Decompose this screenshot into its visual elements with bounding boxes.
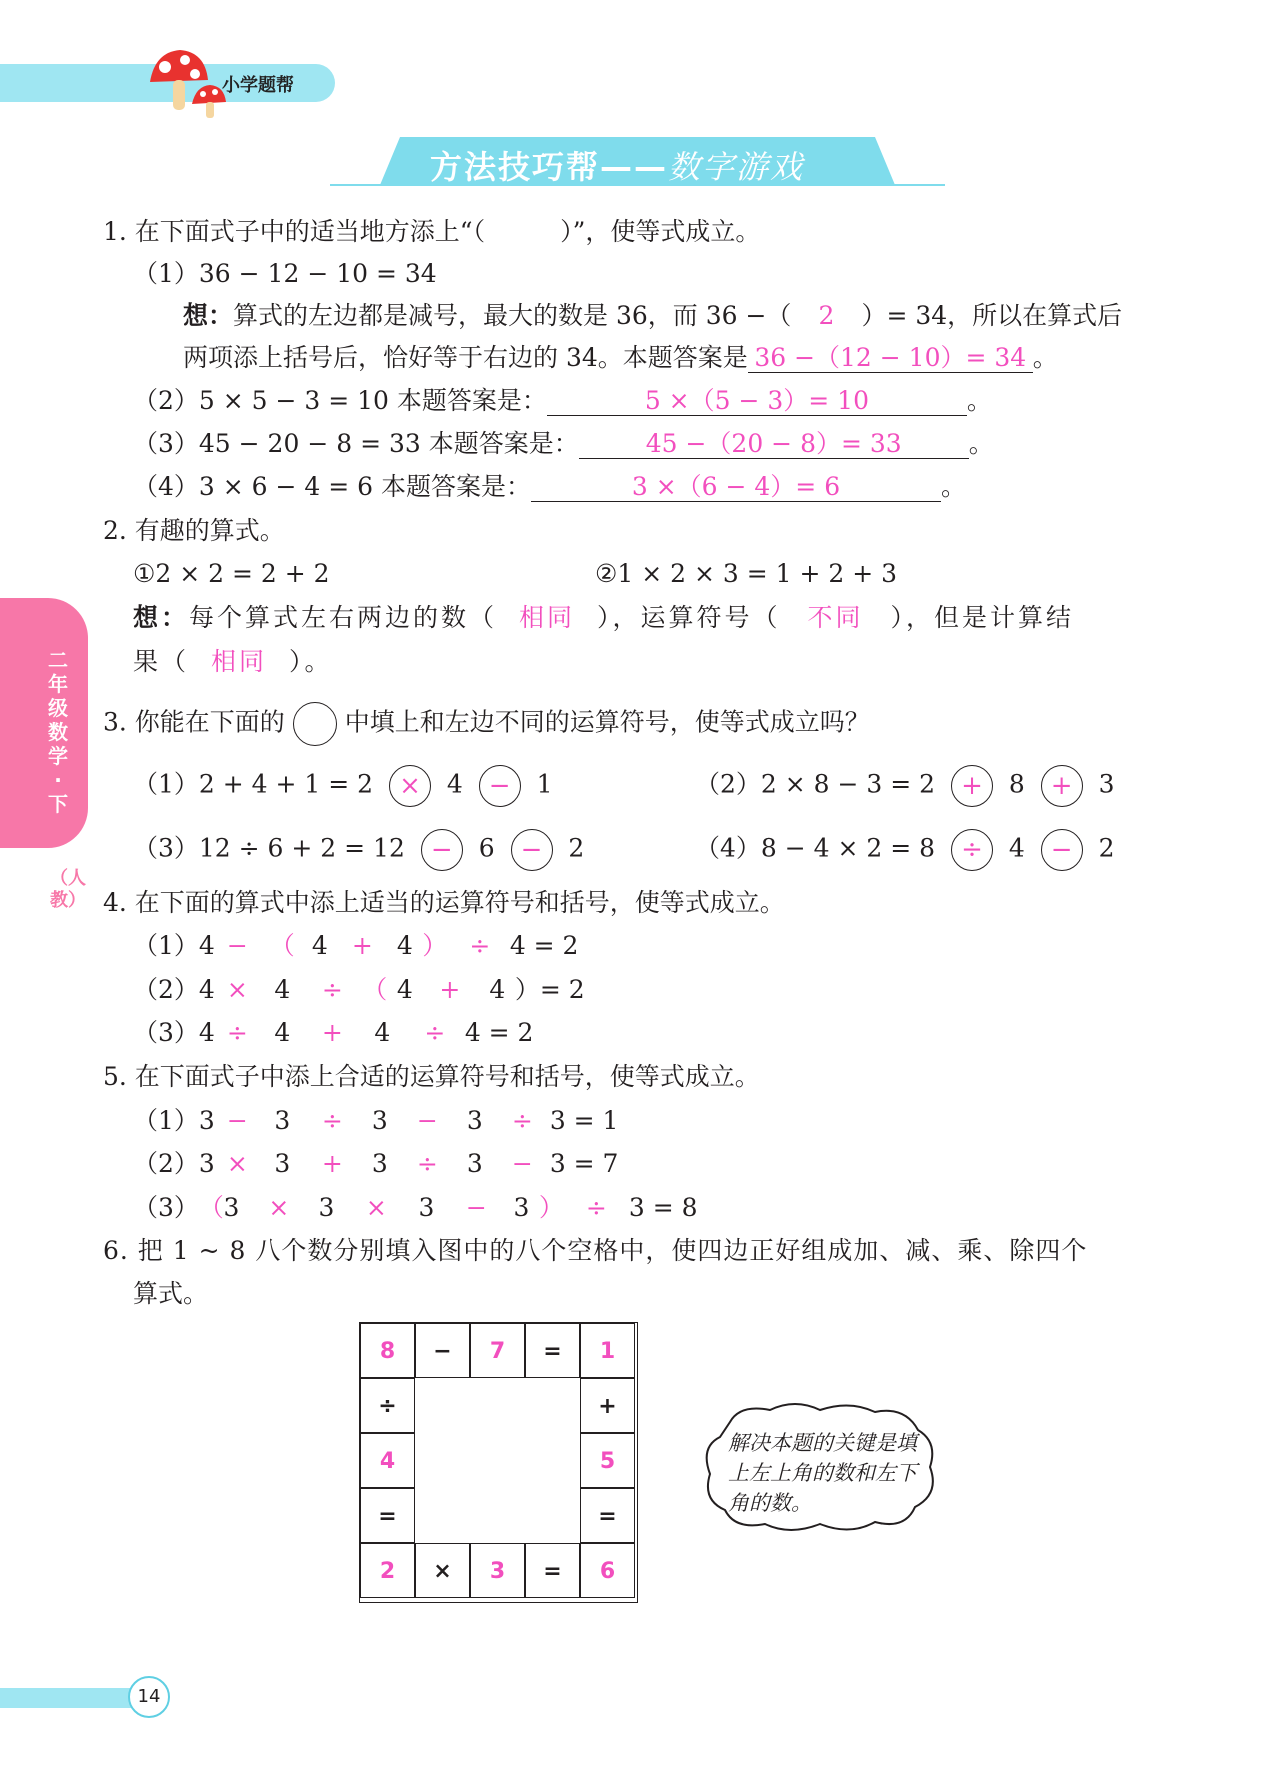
grid-cell-top-4: =	[525, 1323, 580, 1378]
mushroom-logo-icon	[140, 42, 230, 122]
q4-row1: （1）4 − （ 4 + 4 ） ÷ 4 = 2	[133, 931, 579, 960]
q2-blank2: 不同	[807, 603, 864, 632]
tip-text: 解决本题的关键是填上左上角的数和左下角的数。	[728, 1431, 917, 1515]
edition-label: （人教）	[50, 868, 86, 911]
q1-part4: （4）3 × 6 − 4 = 6 本题答案是： 3 ×（6 − 4）= 6 。	[133, 472, 967, 501]
q3-item4-op1: ÷	[951, 829, 993, 871]
q1-part2: （2）5 × 5 − 3 = 10 本题答案是： 5 ×（5 − 3）= 10 。	[133, 386, 992, 415]
grid-cell-bottom-2: ×	[415, 1543, 470, 1598]
grid-cell-top-2: −	[415, 1323, 470, 1378]
q3-item3: （3）12 ÷ 6 + 2 = 12 − 6 − 2	[133, 829, 584, 871]
q3-item1: （1）2 + 4 + 1 = 2 × 4 − 1	[133, 765, 553, 807]
q4-stem: 4. 在下面的算式中添上适当的运算符号和括号，使等式成立。	[103, 888, 785, 917]
grid-cell-left-3: =	[360, 1488, 415, 1543]
q3-item1-op1: ×	[389, 765, 431, 807]
q1-answer4: 3 ×（6 − 4）= 6	[531, 473, 941, 502]
q6-stem-line2: 算式。	[133, 1279, 209, 1308]
brand-name: 小学题帮	[222, 75, 294, 96]
q3-item2: （2）2 × 8 − 3 = 2 + 8 + 3	[695, 765, 1115, 807]
grid-cell-left-2: 4	[360, 1433, 415, 1488]
q5-row2: （2）3 × 3 + 3 ÷ 3 − 3 = 7	[133, 1149, 619, 1178]
q3-item1-op2: −	[479, 765, 521, 807]
q1-think-line1: 想：算式的左边都是减号，最大的数是 36，而 36 −（ 2 ）= 34，所以在算式后	[183, 301, 1123, 330]
q3-item4: （4）8 − 4 × 2 = 8 ÷ 4 − 2	[695, 829, 1115, 871]
q1-part3: （3）45 − 20 − 8 = 33 本题答案是： 45 −（20 − 8）= 33 。	[133, 429, 994, 458]
q3-item3-op2: −	[511, 829, 553, 871]
grid-cell-top-3: 7	[470, 1323, 525, 1378]
grid-cell-right-1: +	[580, 1378, 635, 1433]
q2-blank1: 相同	[519, 603, 576, 632]
q1-think-line2: 两项添上括号后，恰好等于右边的 34。本题答案是 36 −（12 − 10）= 34 。	[183, 343, 1058, 372]
q2-think-line1: 想：每个算式左右两边的数（ 相同 ），运算符号（ 不同 ），但是计算结	[133, 603, 1075, 632]
q3-item2-op1: +	[951, 765, 993, 807]
q2-stem: 2. 有趣的算式。	[103, 516, 285, 545]
q1-answer2: 5 ×（5 − 3）= 10	[547, 387, 967, 416]
number-square-grid	[359, 1322, 638, 1603]
grid-cell-bottom-5: 6	[580, 1543, 635, 1598]
grid-cell-right-3: =	[580, 1488, 635, 1543]
grade-side-tab	[0, 598, 88, 848]
q3-stem: 3. 你能在下面的 中填上和左边不同的运算符号，使等式成立吗？	[103, 702, 870, 746]
q6-stem-line1: 6. 把 1 ~ 8 八个数分别填入图中的八个空格中，使四边正好组成加、减、乘、除四个	[103, 1236, 1088, 1265]
q2-blank3: 相同	[211, 647, 268, 676]
section-title: 方法技巧帮——数字游戏	[430, 148, 805, 186]
q1-think-answer: 36 −（12 − 10）= 34	[748, 344, 1033, 373]
q3-item4-op2: −	[1041, 829, 1083, 871]
empty-circle-icon	[293, 702, 337, 746]
q1-think-blank: 2	[818, 301, 835, 330]
q1-stem: 1. 在下面式子中的适当地方添上“（ ）”，使等式成立。	[103, 217, 761, 246]
q1-part1: （1）36 − 12 − 10 = 34	[133, 259, 437, 288]
q5-stem: 5. 在下面式子中添上合适的运算符号和括号，使等式成立。	[103, 1062, 760, 1091]
q5-row3: （3）（3 × 3 × 3 − 3 ） ÷ 3 = 8	[133, 1193, 698, 1222]
grid-cell-left-1: ÷	[360, 1378, 415, 1433]
q1-answer3: 45 −（20 − 8）= 33	[579, 430, 969, 459]
grid-cell-right-2: 5	[580, 1433, 635, 1488]
grid-cell-bottom-1: 2	[360, 1543, 415, 1598]
grid-cell-top-5: 1	[580, 1323, 635, 1378]
q3-item3-op1: −	[421, 829, 463, 871]
q2-think-line2: 果（ 相同 ）。	[133, 647, 333, 676]
q4-row3: （3）4 ÷ 4 + 4 ÷ 4 = 2	[133, 1018, 534, 1047]
grid-cell-top-1: 8	[360, 1323, 415, 1378]
grade-label: 二年级数学·下	[48, 648, 68, 816]
page-number: 14	[128, 1676, 170, 1718]
q5-row1: （1）3 − 3 ÷ 3 − 3 ÷ 3 = 1	[133, 1106, 619, 1135]
q4-row2: （2）4 × 4 ÷ （ 4 + 4 ）= 2	[133, 975, 585, 1004]
grid-cell-bottom-4: =	[525, 1543, 580, 1598]
q3-item2-op2: +	[1041, 765, 1083, 807]
q2-equation1: ①2 × 2 = 2 + 2	[133, 559, 330, 588]
grid-cell-bottom-3: 3	[470, 1543, 525, 1598]
q2-equation2: ②1 × 2 × 3 = 1 + 2 + 3	[595, 559, 898, 588]
